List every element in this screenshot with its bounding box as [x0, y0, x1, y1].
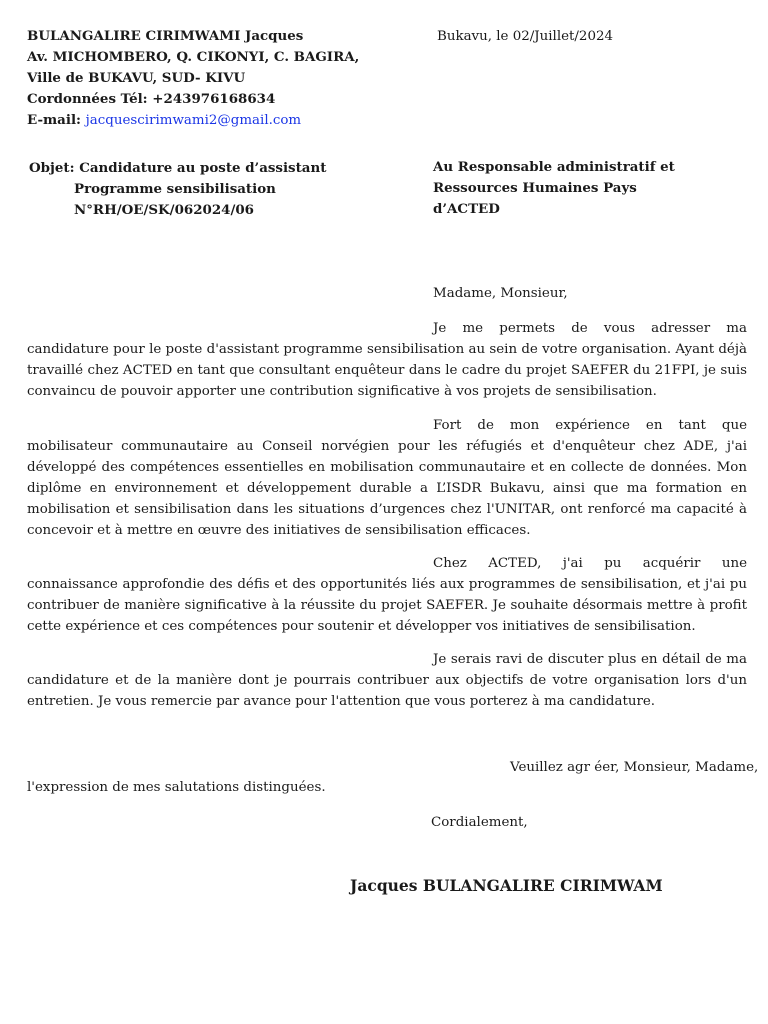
closing-formula-line1: Veuillez agr éer, Monsieur, Madame, [510, 760, 759, 775]
subject-reference: N°RH/OE/SK/062024/06 [74, 202, 254, 218]
body-paragraph-4-text: Je serais ravi de discuter plus en détail de ma candidature et de la manière dont je pourrais contribuer aux objectifs de votre organisation lors d'un entretien. Je vous remercie par avance pour l'attention que vous porterez à ma candidature. [27, 652, 747, 709]
sender-name: BULANGALIRE CIRIMWAMI Jacques [27, 28, 304, 44]
salutation: Madame, Monsieur, [433, 286, 568, 301]
closing-formula-line2: l'expression de mes salutations distinguées. [27, 780, 326, 795]
recipient-block [433, 157, 675, 220]
sender-email-label: E-mail: [27, 112, 81, 128]
sender-block [27, 26, 359, 131]
sender-address-line1: Av. MICHOMBERO, Q. CIKONYI, C. BAGIRA, [27, 49, 360, 65]
body-paragraph-2-text: Fort de mon expérience en tant que mobilisateur communautaire au Conseil norvégien pour les réfugiés et d'enquêteur chez ADE, j'ai développé des compétences essentielles en mobilisation communautaire et en collecte de données. Mon diplôme en environnement et développement durable a L’ISDR Bukavu, ainsi que ma formation en mobilisation et sensibilisation dans les situations d’urgences chez l'UNITAR, ont renforcé ma capacité à concevoir et à mettre en œuvre des initiatives de sensibilisation efficaces. [27, 418, 747, 538]
sender-email-link[interactable]: jacquescirimwami2@gmail.com [85, 113, 302, 128]
subject-block [29, 158, 326, 221]
body-paragraph-1 [27, 318, 747, 402]
body-paragraph-3-text: Chez ACTED, j'ai pu acquérir une connaissance approfondie des défis et des opportunités liés aux programmes de sensibilisation, et j'ai pu contribuer de manière significative à la réussite du projet SAEFER. Je souhaite désormais mettre à profit cette expérience et ces compétences pour soutenir et développer vos initiatives de sensibilisation. [27, 556, 747, 634]
signature-name: Jacques BULANGALIRE CIRIMWAM [350, 876, 663, 895]
place-date: Bukavu, le 02/Juillet/2024 [437, 29, 614, 44]
closing-regards: Cordialement, [431, 815, 528, 830]
subject-label: Objet: [29, 160, 75, 176]
subject-line2: Programme sensibilisation [74, 181, 276, 197]
body-paragraph-1-text: Je me permets de vous adresser ma candidature pour le poste d'assistant programme sensibilisation au sein de votre organisation. Ayant déjà travaillé chez ACTED en tant que consultant enquêteur dans le cadre du projet SAEFER du 21FPI, je suis convaincu de pouvoir apporter une contribution significative à vos projets de sensibilisation. [27, 321, 747, 399]
sender-phone: Cordonnées Tél: +243976168634 [27, 91, 276, 107]
recipient-line1: Au Responsable administratif et [433, 159, 675, 175]
subject-line1: Candidature au poste d’assistant [79, 160, 327, 176]
recipient-line2: Ressources Humaines Pays [433, 180, 637, 196]
recipient-line3: d’ACTED [433, 201, 500, 217]
sender-address-line2: Ville de BUKAVU, SUD- KIVU [27, 70, 246, 86]
body-paragraph-3 [27, 553, 747, 637]
body-paragraph-4 [27, 649, 747, 712]
body-paragraph-2 [27, 415, 747, 541]
sender-email-row [27, 110, 359, 131]
